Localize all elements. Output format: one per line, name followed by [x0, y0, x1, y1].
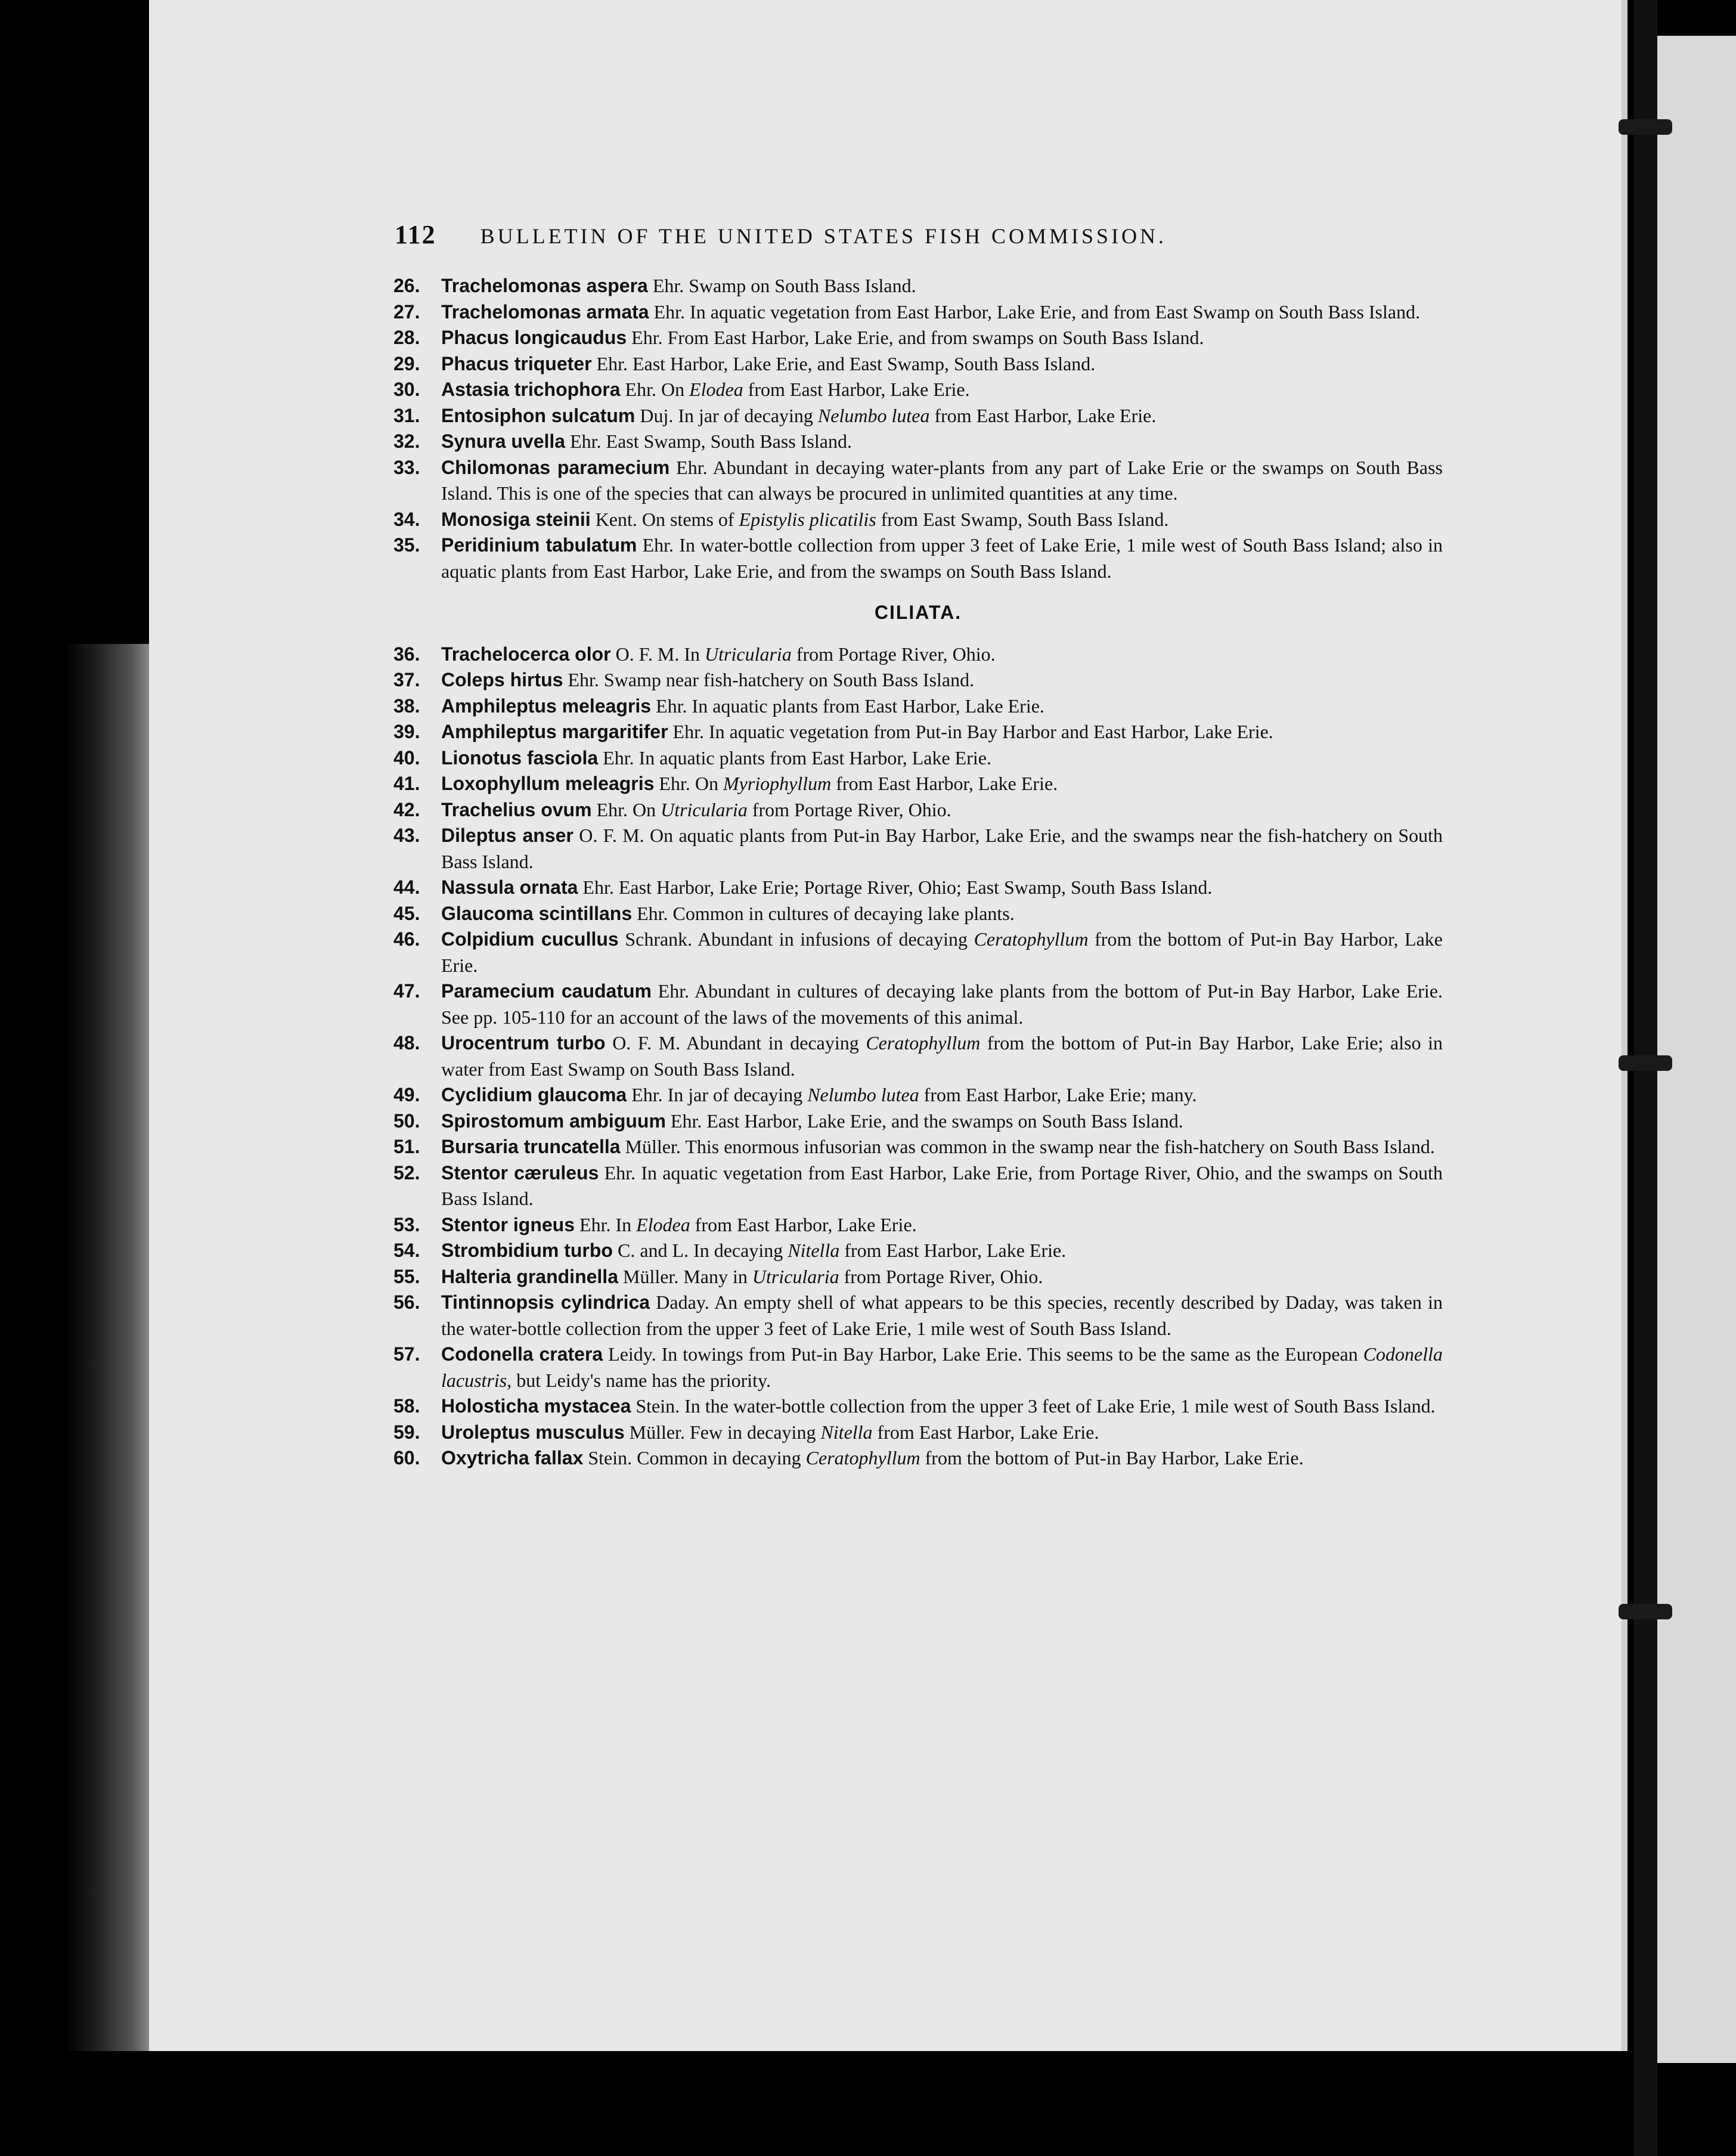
- entry-text: In aquatic vegetation from East Harbor, Lake Erie, and from East Swamp on South Bass Island.: [690, 301, 1421, 323]
- species-name: Colpidium cucullus: [441, 928, 619, 950]
- entry-text: Few in decaying: [689, 1421, 821, 1443]
- entry-number: 28.: [393, 327, 420, 348]
- species-name: Oxytricha fallax: [441, 1447, 584, 1469]
- species-name: Amphileptus meleagris: [441, 695, 652, 717]
- species-entry: [393, 797, 1443, 823]
- entry-text: East Harbor, Lake Erie, and East Swamp, South Bass Island.: [632, 352, 1096, 374]
- entry-number: 43.: [393, 825, 420, 846]
- species-author: Ehr.: [659, 773, 690, 794]
- species-name: Strombidium turbo: [441, 1240, 613, 1261]
- entry-text: Abundant in decaying: [686, 1032, 866, 1054]
- entry-number: 51.: [393, 1136, 420, 1157]
- italic-taxon: Elodea: [636, 1213, 690, 1235]
- species-author: Stein.: [588, 1447, 633, 1469]
- species-entry: [393, 1264, 1443, 1290]
- entry-text: from Portage River, Ohio.: [839, 1265, 1043, 1287]
- left-edge-shadow: [66, 644, 149, 2051]
- entry-number: 60.: [393, 1447, 420, 1469]
- species-entry: [393, 325, 1443, 351]
- entry-number: 48.: [393, 1032, 420, 1054]
- entry-text: In water-bottle collection from upper 3 feet of Lake Erie, 1 mile west of South Bass Island; also in aquatic plants from East Harbor, Lake Erie, and from the swamps on South Bass Island.: [441, 534, 1443, 582]
- species-author: Ehr.: [596, 798, 628, 820]
- entry-text: Swamp near fish-hatchery on South Bass Island.: [603, 669, 975, 690]
- species-author: Daday.: [656, 1291, 709, 1313]
- species-name: Stentor cæruleus: [441, 1161, 599, 1184]
- species-author: Ehr.: [582, 876, 614, 898]
- species-name: Peridinium tabulatum: [441, 534, 637, 556]
- entry-text: In aquatic plants from East Harbor, Lake Erie.: [638, 746, 991, 769]
- species-name: Urocentrum turbo: [441, 1032, 606, 1054]
- species-entry: [393, 507, 1443, 533]
- entry-number: 53.: [393, 1213, 420, 1235]
- species-author: Ehr.: [603, 746, 634, 769]
- binding-stitch: [1619, 1604, 1672, 1619]
- species-entry: [393, 1030, 1443, 1082]
- species-author: Stein.: [636, 1395, 680, 1417]
- species-author: Müller.: [622, 1265, 679, 1287]
- species-entry: [393, 719, 1443, 745]
- italic-taxon: Ceratophyllum: [866, 1032, 981, 1054]
- running-header: [395, 219, 1270, 249]
- section-title: CILIATA.: [874, 602, 962, 623]
- species-author: Ehr.: [579, 1213, 611, 1235]
- entry-text: In jar of decaying: [678, 404, 818, 426]
- entry-text: East Swamp, South Bass Island.: [606, 430, 852, 452]
- entry-number: 41.: [393, 773, 420, 794]
- entry-number: 58.: [393, 1395, 420, 1417]
- species-entry: [393, 1160, 1443, 1212]
- italic-taxon: Utricularia: [661, 798, 748, 820]
- species-entry: [393, 978, 1443, 1030]
- species-author: Ehr.: [604, 1161, 636, 1184]
- species-entry: [393, 1420, 1443, 1446]
- species-name: Trachelomonas armata: [441, 301, 649, 323]
- entry-text: from East Harbor, Lake Erie; many.: [919, 1084, 1197, 1105]
- entry-number: 33.: [393, 456, 420, 478]
- entry-text: In aquatic plants from East Harbor, Lake Erie.: [692, 695, 1044, 717]
- species-author: Leidy.: [608, 1343, 656, 1365]
- entry-text: An empty shell of what appears to be this species, recently described by Daday, was taken in the water-bottle collection from the upper 3 feet of Lake Erie, 1 mile west of South Bass Island.: [441, 1291, 1443, 1339]
- species-author: Ehr.: [631, 327, 663, 348]
- entry-text: Abundant in infusions of decaying: [698, 928, 974, 950]
- entry-text: from East Harbor, Lake Erie.: [839, 1240, 1067, 1261]
- species-author: Ehr.: [637, 902, 668, 924]
- species-name: Spirostomum ambiguum: [441, 1110, 666, 1132]
- entry-number: 29.: [393, 352, 420, 374]
- entry-text: In jar of decaying: [667, 1084, 808, 1105]
- binding-stitch: [1619, 119, 1672, 135]
- species-entry: [393, 642, 1443, 668]
- entry-text: In the water-bottle collection from the upper 3 feet of Lake Erie, 1 mile west of South Bass Island.: [684, 1395, 1436, 1417]
- italic-taxon: Ceratophyllum: [805, 1447, 920, 1469]
- species-name: Bursaria truncatella: [441, 1136, 621, 1157]
- entry-text: On: [695, 773, 723, 794]
- species-author: Ehr.: [656, 695, 687, 717]
- species-entry: [393, 1134, 1443, 1160]
- species-entry: [393, 1108, 1443, 1135]
- species-entry: [393, 667, 1443, 693]
- entry-text: from Portage River, Ohio.: [791, 643, 996, 665]
- entry-text: In aquatic vegetation from East Harbor, Lake Erie, from Portage River, Ohio, and the swamps on South Bass Island.: [441, 1161, 1443, 1209]
- entry-text: On: [632, 798, 661, 820]
- entry-number: 32.: [393, 430, 420, 452]
- species-name: Synura uvella: [441, 430, 566, 452]
- species-name: Glaucoma scintillans: [441, 902, 633, 924]
- species-entry: [393, 1393, 1443, 1420]
- entry-number: 49.: [393, 1084, 420, 1105]
- species-name: Paramecium caudatum: [441, 980, 652, 1002]
- species-name: Loxophyllum meleagris: [441, 773, 655, 794]
- entry-text: from the bottom of Put-in Bay Harbor, Lake Erie.: [920, 1447, 1304, 1469]
- entry-number: 30.: [393, 379, 420, 400]
- species-entry: [393, 532, 1443, 584]
- entry-text: from East Swamp, South Bass Island.: [876, 508, 1169, 530]
- entry-text: from the bottom of Put-in Bay Harbor, Lake Erie.: [441, 928, 1443, 976]
- entry-number: 40.: [393, 746, 420, 769]
- species-author: Ehr.: [676, 456, 708, 478]
- species-name: Nassula ornata: [441, 876, 578, 898]
- entry-number: 50.: [393, 1110, 420, 1132]
- species-entry: [393, 273, 1443, 299]
- species-name: Trachelocerca olor: [441, 643, 611, 665]
- entry-text: from East Harbor, Lake Erie.: [872, 1421, 1099, 1443]
- italic-taxon: Nelumbo lutea: [807, 1084, 919, 1105]
- book-spine: [1633, 0, 1657, 2156]
- species-author: Ehr.: [658, 980, 690, 1002]
- species-entry: [393, 1290, 1443, 1342]
- entry-text: On stems of: [641, 508, 739, 530]
- species-author: Ehr.: [570, 430, 602, 452]
- entry-number: 31.: [393, 404, 420, 426]
- species-entry: [393, 455, 1443, 507]
- entry-text: East Harbor, Lake Erie, and the swamps on South Bass Island.: [706, 1110, 1183, 1132]
- species-name: Cyclidium glaucoma: [441, 1084, 627, 1105]
- entry-text: from East Harbor, Lake Erie.: [831, 773, 1058, 794]
- entry-text: , but Leidy's name has the priority.: [507, 1369, 771, 1391]
- entry-text: In decaying: [693, 1240, 788, 1261]
- species-entry: [393, 403, 1443, 429]
- entry-text: from Portage River, Ohio.: [747, 798, 951, 820]
- entry-number: 38.: [393, 695, 420, 717]
- entry-number: 44.: [393, 876, 420, 898]
- species-name: Dileptus anser: [441, 825, 574, 846]
- entry-number: 59.: [393, 1421, 420, 1443]
- entry-text: Abundant in cultures of decaying lake plants from the bottom of Put-in Bay Harbor, Lake Erie. See pp. 105-110 for an account of the laws of the movements of this animal.: [441, 980, 1443, 1028]
- page-number: 112: [395, 220, 436, 249]
- italic-taxon: Nitella: [788, 1240, 840, 1261]
- species-author: Ehr.: [653, 301, 686, 323]
- entry-number: 56.: [393, 1291, 420, 1313]
- species-author: Ehr.: [625, 379, 656, 400]
- entry-text: from East Harbor, Lake Erie.: [929, 404, 1157, 426]
- entry-number: 57.: [393, 1343, 420, 1365]
- entry-text: Common in cultures of decaying lake plants.: [672, 902, 1015, 924]
- entry-text: In: [684, 643, 705, 665]
- entry-number: 26.: [393, 275, 420, 296]
- species-author: Ehr.: [652, 275, 684, 296]
- species-author: Duj.: [640, 404, 674, 426]
- italic-taxon: Ceratophyllum: [974, 928, 1089, 950]
- entry-text: On: [661, 379, 690, 400]
- species-entry: [393, 823, 1443, 875]
- entry-text: from the bottom of Put-in Bay Harbor, Lake Erie; also in water from East Swamp on South Bass Island.: [441, 1032, 1443, 1080]
- italic-taxon: Elodea: [689, 379, 743, 400]
- species-entry: [393, 299, 1443, 326]
- entry-number: 34.: [393, 508, 420, 530]
- binding-stitch: [1619, 1055, 1672, 1071]
- entry-text: Many in: [683, 1265, 752, 1287]
- entry-text: From East Harbor, Lake Erie, and from swamps on South Bass Island.: [667, 327, 1204, 348]
- species-name: Lionotus fasciola: [441, 746, 599, 769]
- entry-text: In towings from Put-in Bay Harbor, Lake Erie. This seems to be the same as the European: [661, 1343, 1363, 1365]
- entry-number: 46.: [393, 928, 420, 950]
- species-entry: [393, 1342, 1443, 1393]
- entry-text: On aquatic plants from Put-in Bay Harbor, Lake Erie, and the swamps near the fish-hatchery on South Bass Island.: [441, 825, 1443, 872]
- entry-number: 37.: [393, 669, 420, 690]
- running-title: BULLETIN OF THE UNITED STATES FISH COMMISSION.: [480, 224, 1167, 248]
- species-name: Holosticha mystacea: [441, 1395, 631, 1417]
- entry-number: 47.: [393, 980, 420, 1002]
- species-name: Amphileptus margaritifer: [441, 721, 668, 742]
- italic-taxon: Epistylis plicatilis: [739, 508, 876, 530]
- species-author: Ehr.: [672, 721, 704, 742]
- entry-text: This enormous infusorian was common in the swamp near the fish-hatchery on South Bass Island.: [685, 1136, 1435, 1157]
- species-name: Stentor igneus: [441, 1213, 575, 1235]
- species-author: Ehr.: [596, 352, 628, 374]
- species-author: Müller.: [625, 1136, 681, 1157]
- entry-number: 36.: [393, 643, 420, 665]
- species-entry: [393, 351, 1443, 377]
- entry-text: from East Harbor, Lake Erie.: [743, 379, 970, 400]
- species-name: Phacus longicaudus: [441, 327, 627, 348]
- species-name: Trachelomonas aspera: [441, 275, 648, 296]
- species-author: O. F. M.: [612, 1032, 681, 1054]
- species-name: Uroleptus musculus: [441, 1421, 625, 1443]
- species-entry: [393, 875, 1443, 901]
- species-name: Astasia trichophora: [441, 379, 621, 400]
- species-name: Codonella cratera: [441, 1343, 603, 1365]
- species-author: O. F. M.: [579, 825, 644, 846]
- species-name: Coleps hirtus: [441, 669, 563, 690]
- species-name: Entosiphon sulcatum: [441, 404, 636, 426]
- adjacent-page-edge: [1657, 36, 1736, 2063]
- species-author: C. and L.: [617, 1240, 689, 1261]
- ciliata-entries: [393, 642, 1443, 1472]
- entry-text: In aquatic vegetation from Put-in Bay Harbor and East Harbor, Lake Erie.: [708, 721, 1273, 742]
- entry-number: 55.: [393, 1265, 420, 1287]
- species-author: Ehr.: [670, 1110, 702, 1132]
- entry-text: In: [615, 1213, 637, 1235]
- species-author: O. F. M.: [615, 643, 680, 665]
- species-author: Schrank.: [625, 928, 693, 950]
- entry-text: Common in decaying: [637, 1447, 806, 1469]
- species-author: Kent.: [595, 508, 637, 530]
- species-author: Ehr.: [568, 669, 599, 690]
- species-author: Ehr.: [642, 534, 674, 556]
- species-name: Halteria grandinella: [441, 1265, 618, 1287]
- species-entry: [393, 429, 1443, 455]
- entry-text: Abundant in decaying water-plants from any part of Lake Erie or the swamps on South Bass Island. This is one of the species that can always be procured in unlimited quantities at any time.: [441, 456, 1443, 504]
- entry-number: 35.: [393, 534, 420, 556]
- italic-taxon: Nitella: [820, 1421, 873, 1443]
- entry-text: from East Harbor, Lake Erie.: [690, 1213, 917, 1235]
- species-author: Ehr.: [631, 1084, 663, 1105]
- entry-text: Swamp on South Bass Island.: [689, 275, 916, 296]
- entry-number: 27.: [393, 301, 420, 323]
- species-name: Trachelius ovum: [441, 798, 592, 820]
- flagellata-entries: [393, 273, 1443, 584]
- italic-taxon: Myriophyllum: [723, 773, 832, 794]
- entry-number: 39.: [393, 721, 420, 742]
- species-entry: [393, 1238, 1443, 1264]
- italic-taxon: Codonella lacustris: [441, 1343, 1443, 1391]
- species-name: Monosiga steinii: [441, 508, 591, 530]
- italic-taxon: Utricularia: [752, 1265, 839, 1287]
- species-entry: [393, 1212, 1443, 1238]
- species-name: Phacus triqueter: [441, 352, 592, 374]
- species-entry: [393, 1445, 1443, 1472]
- entry-text: East Harbor, Lake Erie; Portage River, Ohio; East Swamp, South Bass Island.: [618, 876, 1213, 898]
- species-entry: [393, 927, 1443, 978]
- species-entry: [393, 377, 1443, 403]
- species-entry: [393, 745, 1443, 772]
- species-author: Müller.: [629, 1421, 685, 1443]
- species-entry: [393, 1082, 1443, 1108]
- species-name: Tintinnopsis cylindrica: [441, 1291, 650, 1313]
- species-entry: [393, 901, 1443, 927]
- entry-number: 52.: [393, 1161, 420, 1184]
- species-entry: [393, 693, 1443, 720]
- entry-number: 45.: [393, 902, 420, 924]
- entry-number: 54.: [393, 1240, 420, 1261]
- italic-taxon: Utricularia: [705, 643, 792, 665]
- species-list: [393, 273, 1443, 1472]
- italic-taxon: Nelumbo lutea: [817, 404, 930, 426]
- entry-number: 42.: [393, 798, 420, 820]
- species-name: Chilomonas paramecium: [441, 456, 670, 478]
- species-entry: [393, 771, 1443, 797]
